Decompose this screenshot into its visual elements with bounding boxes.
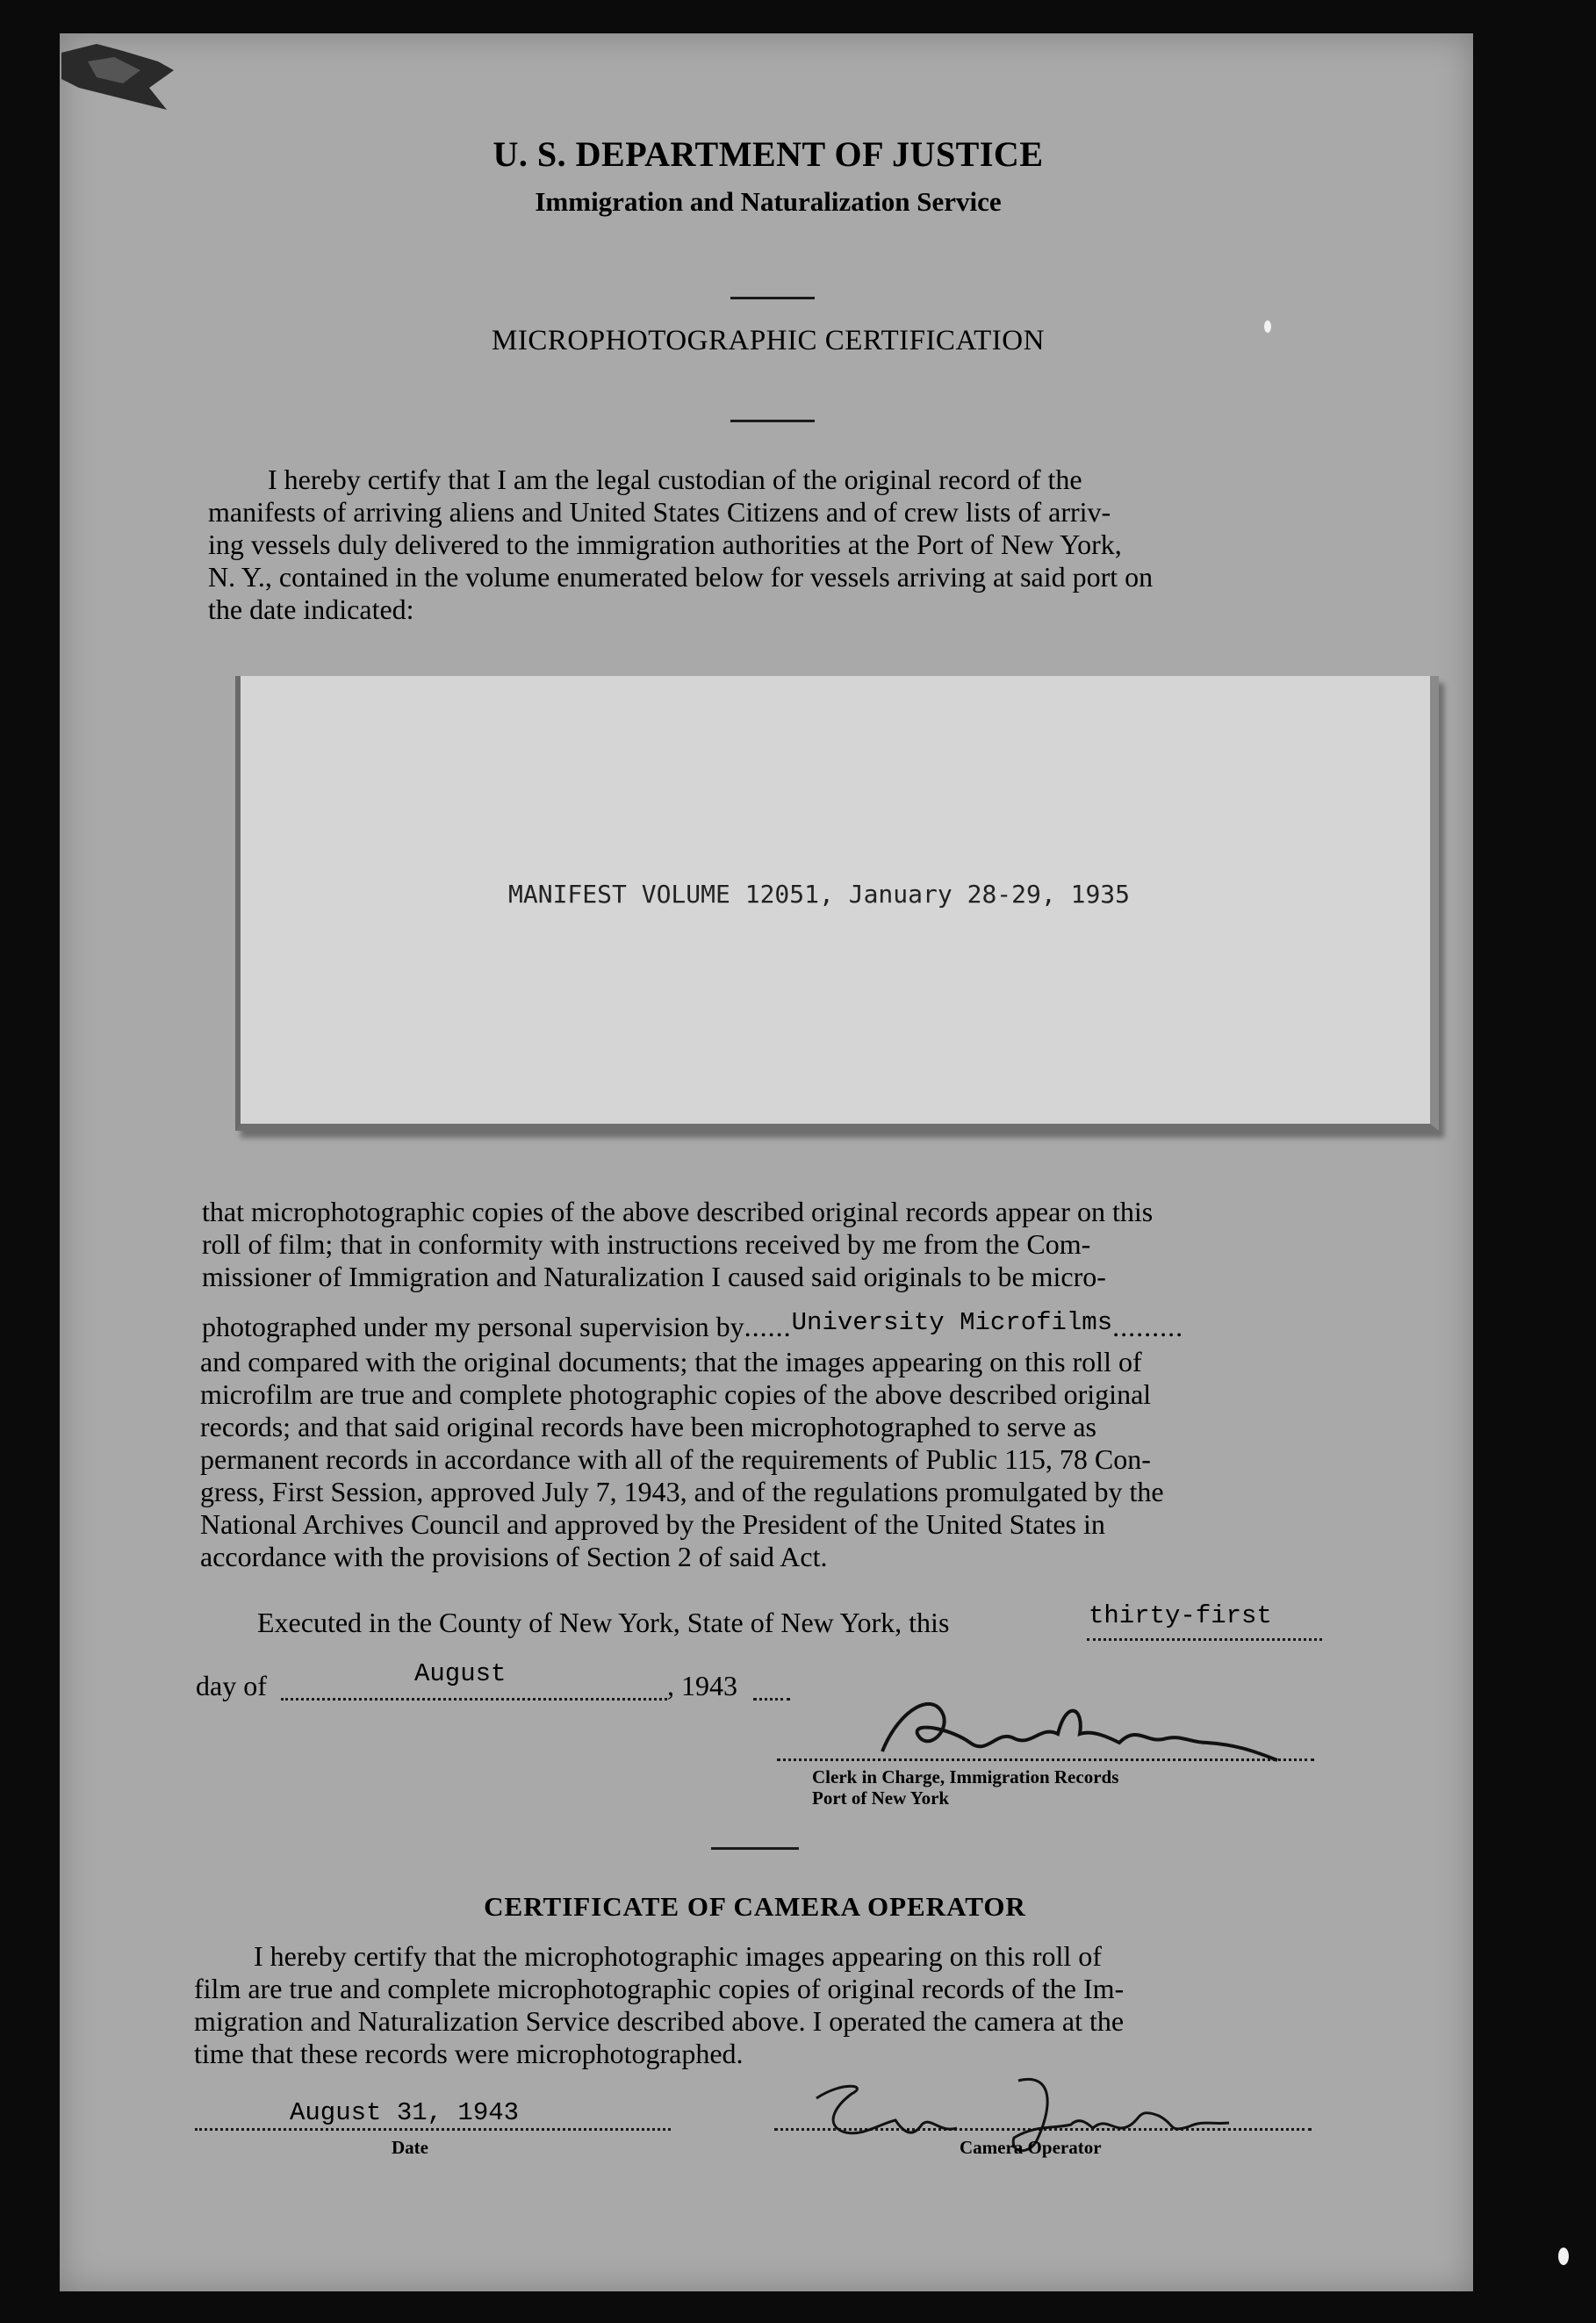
manifest-card <box>235 676 1439 1131</box>
operator-line: migration and Naturalization Service described above. I operated the camera at the <box>194 2005 1125 2037</box>
body-paragraph-b <box>200 1346 1324 1573</box>
body-line: and compared with the original documents; that the images appearing on this roll of <box>200 1346 1142 1377</box>
camera-operator-paragraph <box>194 1940 1314 2070</box>
divider <box>730 420 815 422</box>
dotted-fill: ...... <box>744 1311 792 1342</box>
intro-line: I hereby certify that I am the legal custodian of the original record of the <box>268 464 1082 495</box>
body-line: that microphotographic copies of the above described original records appear on this <box>202 1196 1154 1227</box>
divider <box>730 297 815 299</box>
body-paragraph-a <box>202 1196 1326 1293</box>
operator-line: film are true and complete microphotographic copies of original records of the Im- <box>194 1973 1125 2004</box>
operator-line: time that these records were microphotographed. <box>194 2038 744 2069</box>
body-line: microfilm are true and complete photographic copies of the above described original <box>200 1378 1152 1410</box>
operator-line: I hereby certify that the microphotographic images appearing on this roll of <box>254 1940 1102 1972</box>
executed-day-value: thirty-first <box>1089 1601 1272 1630</box>
body-line: accordance with the provisions of Section 2 of said Act. <box>200 1541 828 1572</box>
service-subtitle: Immigration and Naturalization Service <box>535 186 1002 217</box>
date-dotted-line <box>195 2128 671 2131</box>
clerk-title: Clerk in Charge, Immigration Records <box>812 1766 1119 1787</box>
intro-line: N. Y., contained in the volume enumerated below for vessels arriving at said port on <box>208 561 1154 593</box>
scan-speck <box>1558 2247 1569 2265</box>
body-line: gress, First Session, approved July 7, 1943, and of the regulations promulgated by the <box>200 1476 1164 1507</box>
intro-line: ing vessels duly delivered to the immigration authorities at the Port of New York, <box>208 529 1122 560</box>
year-label: , 1943 <box>667 1670 737 1701</box>
executed-line <box>257 1607 949 1639</box>
supervised-by-value: University Microfilms <box>791 1308 1113 1337</box>
intro-line: the date indicated: <box>208 593 414 625</box>
supervision-prefix: photographed under my personal supervision by <box>202 1311 744 1342</box>
manifest-volume-label: MANIFEST VOLUME 12051, January 28-29, 1935 <box>508 880 1131 909</box>
certification-title: MICROPHOTOGRAPHIC CERTIFICATION <box>492 325 1045 356</box>
department-title: U. S. DEPARTMENT OF JUSTICE <box>492 134 1044 174</box>
divider <box>711 1847 799 1850</box>
clerk-office: Port of New York <box>812 1787 950 1809</box>
camera-operator-label: Camera Operator <box>960 2137 1102 2158</box>
day-of-label: day of <box>196 1670 267 1701</box>
dotted-fill: ......... <box>1112 1311 1184 1342</box>
camera-operator-title: CERTIFICATE OF CAMERA OPERATOR <box>484 1891 1026 1922</box>
certificate-date-value: August 31, 1943 <box>290 2098 520 2127</box>
torn-corner-mark <box>61 35 176 114</box>
month-dotted-line <box>281 1698 667 1701</box>
intro-paragraph <box>208 464 1330 626</box>
day-dotted-line <box>1087 1638 1322 1641</box>
month-value: August <box>414 1659 507 1688</box>
executed-prefix: Executed in the County of New York, State of New York, this <box>257 1607 950 1638</box>
body-line: National Archives Council and approved by the President of the United States in <box>200 1508 1105 1540</box>
date-label: Date <box>392 2137 428 2158</box>
body-line: missioner of Immigration and Naturalization I caused said originals to be micro- <box>202 1261 1106 1292</box>
supervision-line <box>202 1308 1184 1344</box>
body-line: records; and that said original records have been microphotographed to serve as <box>200 1411 1096 1442</box>
intro-line: manifests of arriving aliens and United States Citizens and of crew lists of arriv- <box>208 496 1111 528</box>
body-line: permanent records in accordance with all of the requirements of Public 115, 78 Con- <box>200 1443 1151 1475</box>
year-dotted-fill <box>753 1698 790 1701</box>
body-line: roll of film; that in conformity with instructions received by me from the Com- <box>202 1228 1091 1260</box>
clerk-signature <box>865 1681 1286 1769</box>
